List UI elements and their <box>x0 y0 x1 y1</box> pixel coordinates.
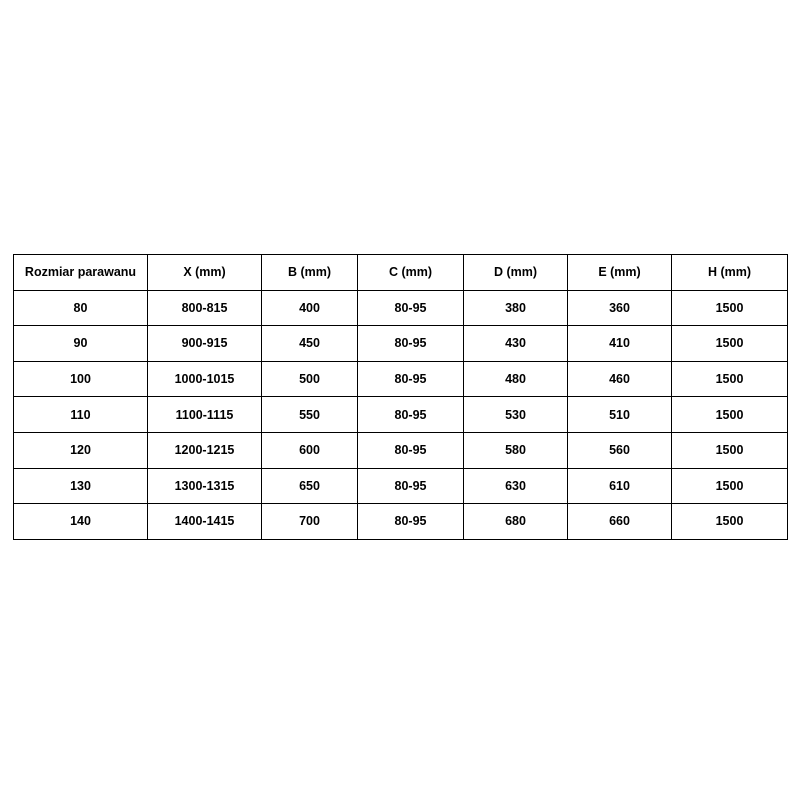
cell-size: 110 <box>14 397 148 433</box>
cell-x: 1200-1215 <box>148 432 262 468</box>
column-header-rozmiar-parawanu: Rozmiar parawanu <box>14 255 148 291</box>
table-row <box>14 468 788 504</box>
cell-x: 1300-1315 <box>148 468 262 504</box>
cell-c: 80-95 <box>358 290 464 326</box>
cell-e: 560 <box>568 432 672 468</box>
table-header-row <box>14 255 788 291</box>
cell-c: 80-95 <box>358 397 464 433</box>
cell-e: 460 <box>568 361 672 397</box>
column-header-c: C (mm) <box>358 255 464 291</box>
table-row <box>14 397 788 433</box>
cell-h: 1500 <box>672 326 788 362</box>
cell-b: 550 <box>262 397 358 433</box>
cell-size: 100 <box>14 361 148 397</box>
sizes-table-container <box>13 254 787 540</box>
cell-c: 80-95 <box>358 432 464 468</box>
cell-x: 1100-1115 <box>148 397 262 433</box>
column-header-e: E (mm) <box>568 255 672 291</box>
cell-b: 500 <box>262 361 358 397</box>
table-row <box>14 361 788 397</box>
table-row <box>14 326 788 362</box>
cell-e: 660 <box>568 504 672 540</box>
screen-sizes-table <box>13 254 788 540</box>
table-row <box>14 290 788 326</box>
table-row <box>14 432 788 468</box>
cell-h: 1500 <box>672 504 788 540</box>
cell-h: 1500 <box>672 397 788 433</box>
cell-h: 1500 <box>672 361 788 397</box>
cell-h: 1500 <box>672 468 788 504</box>
cell-d: 630 <box>464 468 568 504</box>
cell-b: 600 <box>262 432 358 468</box>
table-row <box>14 504 788 540</box>
cell-e: 510 <box>568 397 672 433</box>
cell-b: 650 <box>262 468 358 504</box>
cell-b: 700 <box>262 504 358 540</box>
cell-c: 80-95 <box>358 361 464 397</box>
cell-c: 80-95 <box>358 468 464 504</box>
cell-size: 140 <box>14 504 148 540</box>
cell-d: 580 <box>464 432 568 468</box>
cell-e: 410 <box>568 326 672 362</box>
cell-x: 800-815 <box>148 290 262 326</box>
cell-c: 80-95 <box>358 504 464 540</box>
cell-size: 80 <box>14 290 148 326</box>
column-header-b: B (mm) <box>262 255 358 291</box>
cell-d: 530 <box>464 397 568 433</box>
cell-c: 80-95 <box>358 326 464 362</box>
cell-d: 430 <box>464 326 568 362</box>
cell-x: 1000-1015 <box>148 361 262 397</box>
column-header-h: H (mm) <box>672 255 788 291</box>
cell-d: 380 <box>464 290 568 326</box>
cell-e: 360 <box>568 290 672 326</box>
cell-size: 120 <box>14 432 148 468</box>
cell-size: 90 <box>14 326 148 362</box>
cell-h: 1500 <box>672 290 788 326</box>
cell-b: 450 <box>262 326 358 362</box>
cell-h: 1500 <box>672 432 788 468</box>
cell-e: 610 <box>568 468 672 504</box>
cell-size: 130 <box>14 468 148 504</box>
cell-d: 680 <box>464 504 568 540</box>
cell-x: 900-915 <box>148 326 262 362</box>
cell-d: 480 <box>464 361 568 397</box>
column-header-d: D (mm) <box>464 255 568 291</box>
cell-x: 1400-1415 <box>148 504 262 540</box>
cell-b: 400 <box>262 290 358 326</box>
column-header-x: X (mm) <box>148 255 262 291</box>
